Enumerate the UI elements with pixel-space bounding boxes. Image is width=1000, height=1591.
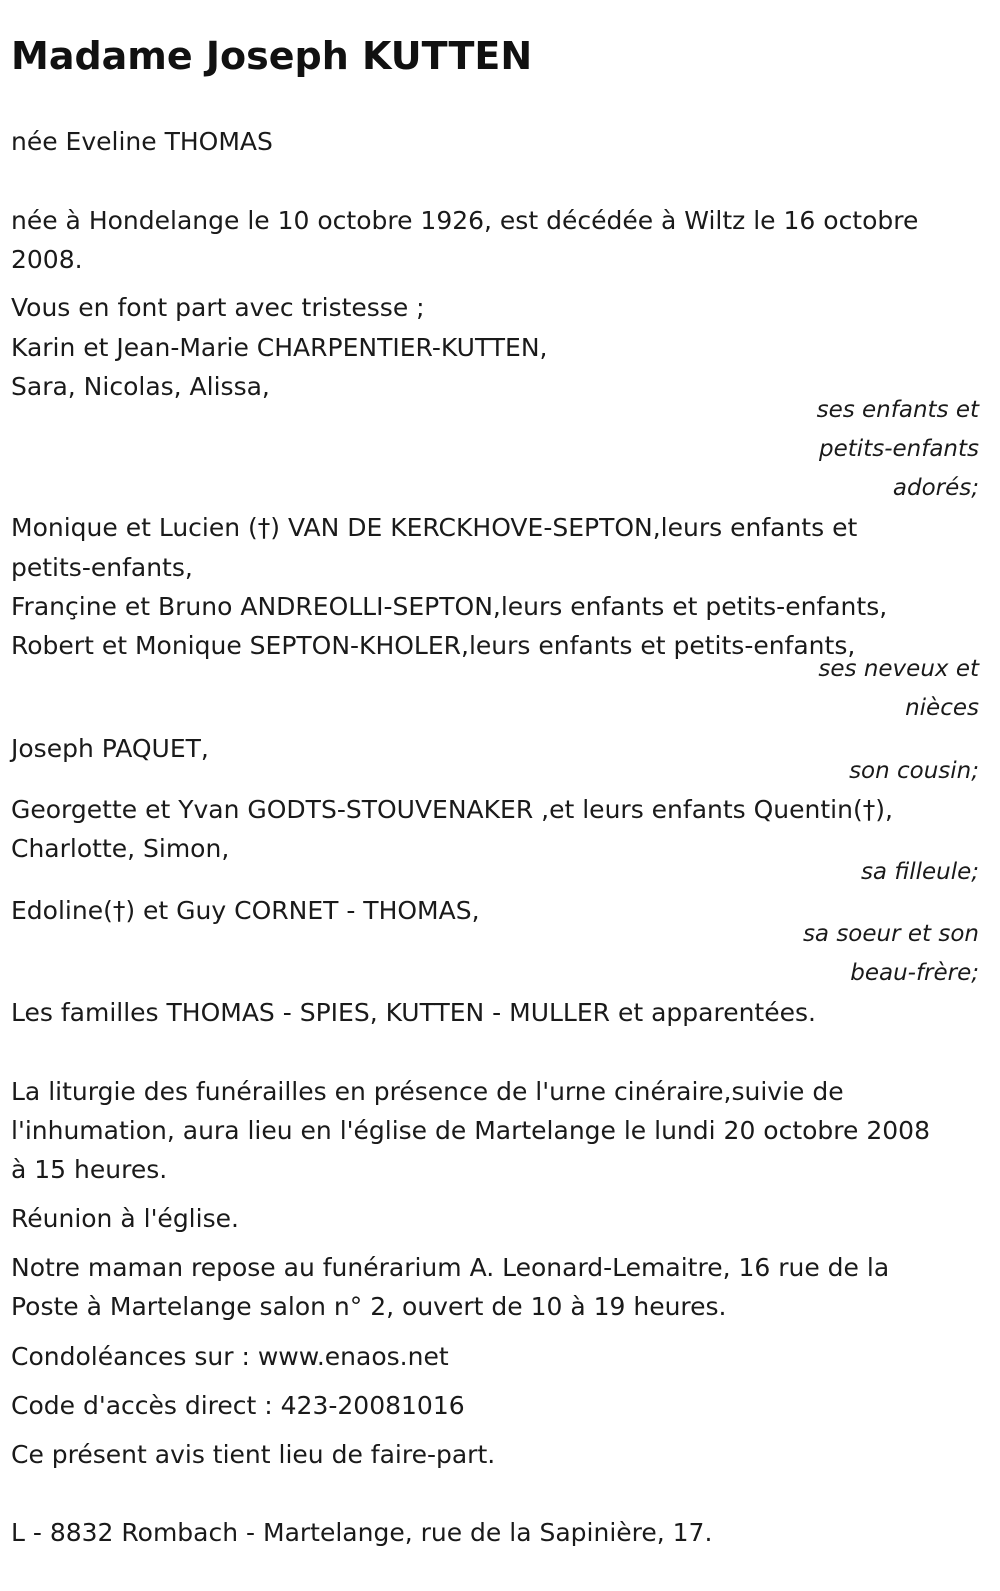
sister-line: Edoline(†) et Guy CORNET - THOMAS,: [11, 896, 480, 925]
birth-death-line-2: 2008.: [11, 245, 83, 274]
announcement-intro: Vous en font part avec tristesse ;: [11, 293, 425, 322]
liturgy-line-2: l'inhumation, aura lieu en l'église de Martelange le lundi 20 octobre 2008: [11, 1116, 930, 1145]
funerarium-line-1: Notre maman repose au funérarium A. Leonard-Lemaitre, 16 rue de la: [11, 1253, 890, 1282]
sister-role-line-1: sa soeur et son: [802, 921, 979, 947]
nephews-line-3: Françine et Bruno ANDREOLLI-SEPTON,leurs enfants et petits-enfants,: [11, 592, 888, 621]
children-role-line-1: ses enfants et: [816, 397, 979, 423]
goddaughter-line-2: Charlotte, Simon,: [11, 834, 230, 863]
nephews-line-1: Monique et Lucien (†) VAN DE KERCKHOVE-SEPTON,leurs enfants et: [11, 513, 858, 542]
sister-role-line-2: beau-frère;: [850, 960, 979, 986]
condolences-line: Condoléances sur : www.enaos.net: [11, 1342, 449, 1371]
liturgy-line-3: à 15 heures.: [11, 1155, 168, 1184]
children-line-1: Karin et Jean-Marie CHARPENTIER-KUTTEN,: [11, 333, 548, 362]
goddaughter-line-1: Georgette et Yvan GODTS-STOUVENAKER ,et leurs enfants Quentin(†),: [11, 795, 893, 824]
access-code-line: Code d'accès direct : 423-20081016: [11, 1391, 465, 1420]
cousin-role: son cousin;: [849, 758, 979, 784]
cousin-line: Joseph PAQUET,: [11, 734, 209, 763]
children-role-line-2: petits-enfants: [819, 436, 979, 462]
children-role-line-3: adorés;: [892, 475, 979, 501]
goddaughter-role: sa filleule;: [860, 859, 979, 885]
liturgy-line-1: La liturgie des funérailles en présence de l'urne cinéraire,suivie de: [11, 1077, 844, 1106]
funerarium-line-2: Poste à Martelange salon n° 2, ouvert de 10 à 19 heures.: [11, 1292, 727, 1321]
nephews-role-line-2: nièces: [905, 695, 979, 721]
families-line: Les familles THOMAS - SPIES, KUTTEN - MULLER et apparentées.: [11, 998, 816, 1027]
reunion-line: Réunion à l'église.: [11, 1204, 239, 1233]
grandchildren-line: Sara, Nicolas, Alissa,: [11, 372, 270, 401]
birth-death-line-1: née à Hondelange le 10 octobre 1926, est décédée à Wiltz le 16 octobre: [11, 206, 919, 235]
address-line: L - 8832 Rombach - Martelange, rue de la Sapinière, 17.: [11, 1518, 713, 1547]
page-title: Madame Joseph KUTTEN: [11, 34, 533, 78]
notice-line: Ce présent avis tient lieu de faire-part.: [11, 1440, 496, 1469]
nephews-line-4: Robert et Monique SEPTON-KHOLER,leurs enfants et petits-enfants,: [11, 631, 856, 660]
maiden-name: née Eveline THOMAS: [11, 127, 273, 156]
nephews-role-line-1: ses neveux et: [818, 656, 979, 682]
nephews-line-2: petits-enfants,: [11, 553, 193, 582]
